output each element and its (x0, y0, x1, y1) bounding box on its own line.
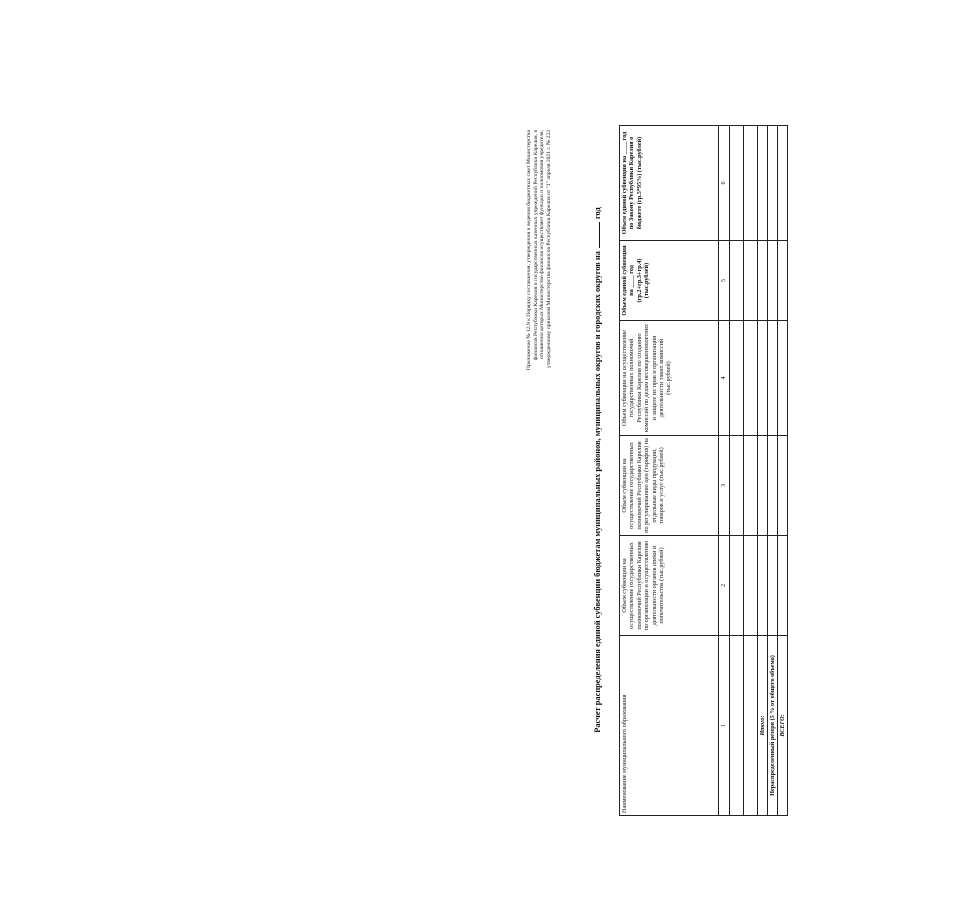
table-cell (730, 436, 744, 536)
year-blank (599, 222, 600, 248)
table-cell (744, 321, 758, 436)
table-cell (730, 126, 744, 241)
table-cell (758, 126, 768, 241)
table-row (730, 126, 744, 816)
column-number-row (719, 126, 730, 816)
col-number: 6 (719, 126, 730, 241)
table-cell (730, 536, 744, 636)
table-cell (778, 321, 788, 436)
vsego-label: ВСЕГО: (778, 636, 788, 816)
document-title (593, 80, 602, 860)
table-cell (730, 241, 744, 321)
table-cell (744, 241, 758, 321)
table-cell (758, 436, 768, 536)
col-header-minors-commissions: Объем субвенции на осуществление государственных полномочий Республики Карелия по созданию комиссий по делам несовершеннолетних и защите их прав и организации деятельности таких комиссий (тыс.рублей) (620, 321, 719, 436)
table-cell (730, 321, 744, 436)
table-row (744, 126, 758, 816)
table-cell (768, 241, 778, 321)
col-number: 1 (719, 636, 730, 816)
table-cell (744, 636, 758, 816)
table-cell (768, 436, 778, 536)
table-cell (758, 321, 768, 436)
table-cell (778, 126, 788, 241)
appendix-line-1: Приложение № 12.9 к Порядку составления, утверждения и ведения бюджетных смет Министерства (526, 130, 532, 371)
table-cell (744, 436, 758, 536)
table-header-row (620, 126, 719, 816)
vsego-row (778, 126, 788, 816)
col-number: 4 (719, 321, 730, 436)
col-header-total-subvention: Объем единой субвенции на ____ год (гр.2+гр.3+гр.4) (тыс.рублей) (620, 241, 719, 321)
col-header-municipality: Наименование муниципального образования (620, 636, 719, 816)
col-number: 3 (719, 436, 730, 536)
reserve-label: Нераспределенный резерв (5 % от общего объема) (768, 636, 778, 816)
table-cell (768, 536, 778, 636)
itogo-label: Итого: (758, 636, 768, 816)
table-cell (744, 536, 758, 636)
document-page (448, 80, 968, 860)
appendix-line-2: финансов Республики Карелия и государственных казенных учреждений Республики Карелия, в (532, 130, 539, 361)
table-cell (758, 241, 768, 321)
table-cell (768, 321, 778, 436)
appendix-line-4: утвержденному приказом Министерства финансов Республики Карелия от "1" апреля 2021 г. № 222 (545, 130, 552, 368)
col-header-law-subvention: Объем единой субвенции на ____ год по Закону Республики Карелия о бюджете (гр.5*95%) (тыс.рублей) (620, 126, 719, 241)
table-cell (730, 636, 744, 816)
table-cell (778, 241, 788, 321)
col-number: 5 (719, 241, 730, 321)
title-text: Расчет распределения единой субвенции бюджетам муниципальных районов, муниципальных округов и городских округов на (593, 251, 602, 733)
col-header-guardianship: Объем субвенции на осуществление государственных полномочий Республики Карелия по организации и осуществлению деятельности органов опеки и попечительства (тыс.рублей) (620, 536, 719, 636)
table-cell (744, 126, 758, 241)
table-cell (778, 436, 788, 536)
itogo-row (758, 126, 768, 816)
subvention-table (619, 125, 788, 816)
appendix-line-3: отношении которых Министерство финансов осуществляет функции и полномочия учредителя, (539, 130, 546, 360)
table-cell (768, 126, 778, 241)
appendix-header (526, 130, 552, 400)
col-number: 2 (719, 536, 730, 636)
table-cell (758, 536, 768, 636)
col-header-tariffs: Объем субвенции на осуществление государственных полномочий Республики Карелия по регулированию цен (тарифов) на отдельные виды продукции, товаров и услуг (тыс.рублей) (620, 436, 719, 536)
title-suffix: год (593, 207, 602, 220)
reserve-row (768, 126, 778, 816)
table-cell (778, 536, 788, 636)
